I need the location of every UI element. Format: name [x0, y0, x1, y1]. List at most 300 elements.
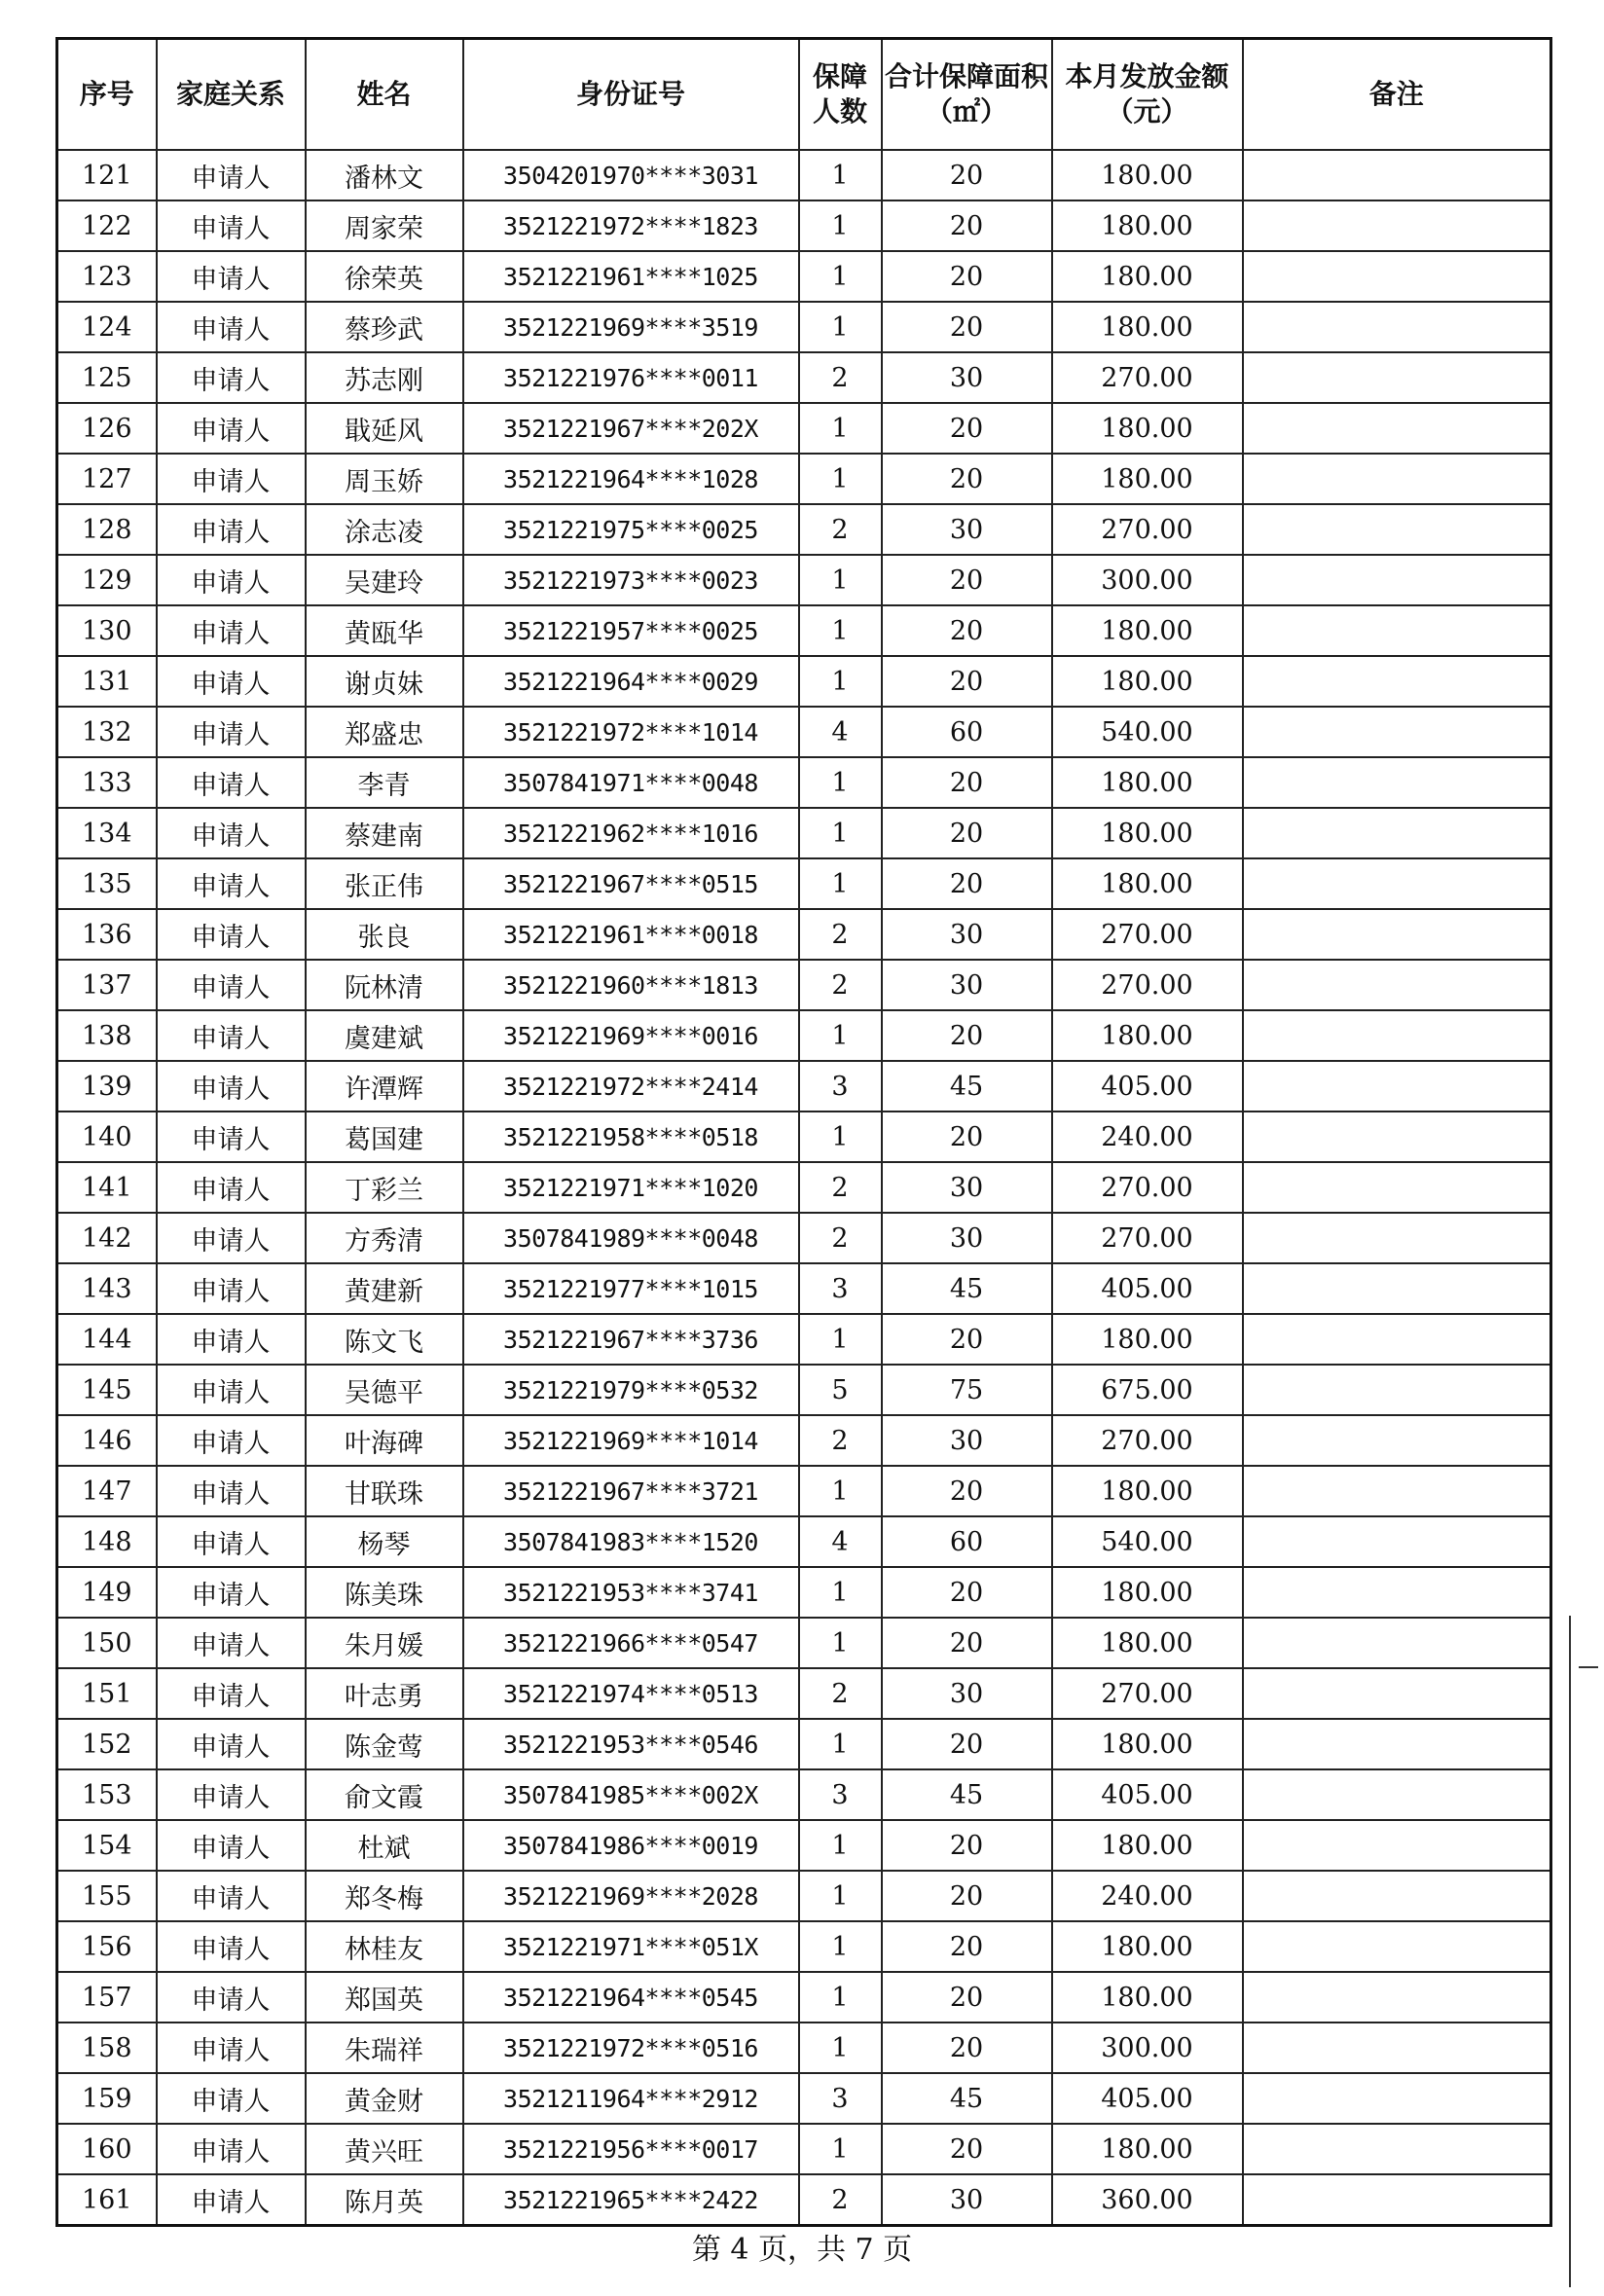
cell-persons: 1 [799, 1010, 882, 1061]
cell-id-number: 3521221967****3736 [463, 1314, 799, 1365]
cell-relation: 申请人 [157, 504, 306, 555]
cell-name: 张良 [306, 909, 463, 960]
cell-persons: 1 [799, 2023, 882, 2073]
cell-area: 20 [882, 808, 1052, 858]
cell-name: 许潭辉 [306, 1061, 463, 1112]
cell-persons: 3 [799, 1263, 882, 1314]
cell-relation: 申请人 [157, 707, 306, 757]
cell-relation: 申请人 [157, 150, 306, 200]
table-row [57, 605, 1551, 656]
cell-name: 虞建斌 [306, 1010, 463, 1061]
cell-id-number: 3521221974****0513 [463, 1668, 799, 1719]
cell-seq: 141 [57, 1162, 157, 1213]
cell-persons: 4 [799, 1516, 882, 1567]
cell-area: 30 [882, 352, 1052, 403]
cell-id-number: 3521221972****2414 [463, 1061, 799, 1112]
cell-relation: 申请人 [157, 251, 306, 302]
cell-remarks [1243, 1668, 1551, 1719]
cell-amount: 540.00 [1052, 707, 1243, 757]
table-row [57, 2124, 1551, 2174]
cell-seq: 140 [57, 1112, 157, 1162]
cell-amount: 300.00 [1052, 2023, 1243, 2073]
cell-name: 杜斌 [306, 1820, 463, 1871]
cell-persons: 2 [799, 1162, 882, 1213]
cell-relation: 申请人 [157, 1466, 306, 1516]
cell-amount: 180.00 [1052, 808, 1243, 858]
cell-seq: 158 [57, 2023, 157, 2073]
cell-area: 20 [882, 150, 1052, 200]
cell-remarks [1243, 1213, 1551, 1263]
header-row [57, 39, 1551, 151]
cell-seq: 126 [57, 403, 157, 454]
table-row [57, 960, 1551, 1010]
table-row [57, 1668, 1551, 1719]
cell-remarks [1243, 1921, 1551, 1972]
cell-seq: 129 [57, 555, 157, 605]
cell-area: 20 [882, 2023, 1052, 2073]
cell-id-number: 3504201970****3031 [463, 150, 799, 200]
header-area: 合计保障面积（㎡） [882, 39, 1052, 151]
cell-area: 30 [882, 1213, 1052, 1263]
cell-area: 20 [882, 1820, 1052, 1871]
cell-seq: 156 [57, 1921, 157, 1972]
cell-relation: 申请人 [157, 352, 306, 403]
cell-remarks [1243, 1061, 1551, 1112]
cell-persons: 4 [799, 707, 882, 757]
cell-name: 郑冬梅 [306, 1871, 463, 1921]
cell-persons: 1 [799, 454, 882, 504]
cell-remarks [1243, 1365, 1551, 1415]
table-row [57, 1516, 1551, 1567]
table-row [57, 757, 1551, 808]
cell-persons: 1 [799, 1921, 882, 1972]
cell-relation: 申请人 [157, 1921, 306, 1972]
cell-seq: 154 [57, 1820, 157, 1871]
cell-amount: 180.00 [1052, 1010, 1243, 1061]
cell-remarks [1243, 1415, 1551, 1466]
cell-area: 60 [882, 1516, 1052, 1567]
cell-name: 陈月英 [306, 2174, 463, 2226]
cell-id-number: 3521221972****0516 [463, 2023, 799, 2073]
cell-name: 阮林清 [306, 960, 463, 1010]
cell-amount: 360.00 [1052, 2174, 1243, 2226]
cell-persons: 1 [799, 555, 882, 605]
cell-relation: 申请人 [157, 1061, 306, 1112]
cell-name: 郑盛忠 [306, 707, 463, 757]
cell-name: 蔡珍武 [306, 302, 463, 352]
cell-area: 30 [882, 1162, 1052, 1213]
cell-id-number: 3521221960****1813 [463, 960, 799, 1010]
cell-name: 杨琴 [306, 1516, 463, 1567]
cell-area: 30 [882, 1415, 1052, 1466]
table-row [57, 1162, 1551, 1213]
cell-id-number: 3521221961****0018 [463, 909, 799, 960]
cell-id-number: 3521221971****1020 [463, 1162, 799, 1213]
cell-persons: 1 [799, 2124, 882, 2174]
cell-id-number: 3521221969****2028 [463, 1871, 799, 1921]
cell-amount: 180.00 [1052, 656, 1243, 707]
cell-seq: 144 [57, 1314, 157, 1365]
cell-amount: 180.00 [1052, 2124, 1243, 2174]
cell-name: 朱月媛 [306, 1618, 463, 1668]
cell-amount: 270.00 [1052, 960, 1243, 1010]
cell-seq: 121 [57, 150, 157, 200]
cell-id-number: 3521221969****1014 [463, 1415, 799, 1466]
cell-relation: 申请人 [157, 2124, 306, 2174]
cell-amount: 180.00 [1052, 200, 1243, 251]
header-id-number: 身份证号 [463, 39, 799, 151]
table-row [57, 909, 1551, 960]
header-seq: 序号 [57, 39, 157, 151]
cell-id-number: 3507841971****0048 [463, 757, 799, 808]
table-row [57, 1365, 1551, 1415]
cell-area: 20 [882, 2124, 1052, 2174]
cell-relation: 申请人 [157, 1719, 306, 1769]
cell-id-number: 3507841989****0048 [463, 1213, 799, 1263]
cell-seq: 137 [57, 960, 157, 1010]
cell-persons: 1 [799, 1112, 882, 1162]
cell-area: 20 [882, 555, 1052, 605]
cell-persons: 1 [799, 1314, 882, 1365]
cell-name: 叶志勇 [306, 1668, 463, 1719]
cell-name: 葛国建 [306, 1112, 463, 1162]
cell-amount: 180.00 [1052, 403, 1243, 454]
cell-relation: 申请人 [157, 2174, 306, 2226]
cell-id-number: 3521221966****0547 [463, 1618, 799, 1668]
cell-seq: 133 [57, 757, 157, 808]
cell-id-number: 3521221967****3721 [463, 1466, 799, 1516]
table-row [57, 1871, 1551, 1921]
cell-area: 45 [882, 2073, 1052, 2124]
cell-persons: 2 [799, 352, 882, 403]
cell-amount: 270.00 [1052, 1162, 1243, 1213]
cell-area: 20 [882, 403, 1052, 454]
cell-persons: 1 [799, 1567, 882, 1618]
cell-relation: 申请人 [157, 1365, 306, 1415]
cell-persons: 2 [799, 2174, 882, 2226]
table-row [57, 2073, 1551, 2124]
cell-remarks [1243, 302, 1551, 352]
cell-id-number: 3521221969****3519 [463, 302, 799, 352]
cell-remarks [1243, 1618, 1551, 1668]
cell-name: 周玉娇 [306, 454, 463, 504]
cell-id-number: 3521221972****1823 [463, 200, 799, 251]
cell-persons: 2 [799, 504, 882, 555]
cell-persons: 3 [799, 1061, 882, 1112]
cell-amount: 180.00 [1052, 1567, 1243, 1618]
cell-area: 20 [882, 1466, 1052, 1516]
cell-name: 陈美珠 [306, 1567, 463, 1618]
cell-seq: 153 [57, 1769, 157, 1820]
cell-area: 20 [882, 858, 1052, 909]
cell-relation: 申请人 [157, 656, 306, 707]
cell-persons: 1 [799, 858, 882, 909]
cell-relation: 申请人 [157, 454, 306, 504]
cell-relation: 申请人 [157, 1769, 306, 1820]
cell-persons: 1 [799, 1618, 882, 1668]
cell-persons: 1 [799, 302, 882, 352]
cell-name: 潘林文 [306, 150, 463, 200]
table-row [57, 1415, 1551, 1466]
cell-seq: 135 [57, 858, 157, 909]
cell-amount: 180.00 [1052, 302, 1243, 352]
cell-persons: 1 [799, 1871, 882, 1921]
cell-seq: 151 [57, 1668, 157, 1719]
cell-name: 李青 [306, 757, 463, 808]
cell-name: 林桂友 [306, 1921, 463, 1972]
cell-area: 20 [882, 1112, 1052, 1162]
cell-relation: 申请人 [157, 1162, 306, 1213]
cell-area: 20 [882, 1719, 1052, 1769]
cell-area: 20 [882, 200, 1052, 251]
header-amount: 本月发放金额（元） [1052, 39, 1243, 151]
cell-remarks [1243, 1010, 1551, 1061]
cell-remarks [1243, 403, 1551, 454]
cell-amount: 270.00 [1052, 1213, 1243, 1263]
subsidy-table [55, 37, 1552, 2227]
cell-amount: 270.00 [1052, 909, 1243, 960]
cell-area: 20 [882, 302, 1052, 352]
table-row [57, 1466, 1551, 1516]
cell-remarks [1243, 1972, 1551, 2023]
cell-amount: 270.00 [1052, 352, 1243, 403]
scan-margin-line [1569, 1616, 1571, 2287]
table-row [57, 2174, 1551, 2226]
cell-remarks [1243, 1314, 1551, 1365]
cell-relation: 申请人 [157, 2073, 306, 2124]
cell-remarks [1243, 555, 1551, 605]
cell-remarks [1243, 2124, 1551, 2174]
cell-seq: 146 [57, 1415, 157, 1466]
cell-name: 苏志刚 [306, 352, 463, 403]
cell-name: 郑国英 [306, 1972, 463, 2023]
cell-name: 朱瑞祥 [306, 2023, 463, 2073]
cell-amount: 180.00 [1052, 605, 1243, 656]
cell-id-number: 3521221958****0518 [463, 1112, 799, 1162]
cell-area: 20 [882, 757, 1052, 808]
cell-amount: 300.00 [1052, 555, 1243, 605]
table-row [57, 1112, 1551, 1162]
table-row [57, 1921, 1551, 1972]
cell-id-number: 3521221967****0515 [463, 858, 799, 909]
cell-name: 蔡建南 [306, 808, 463, 858]
cell-persons: 2 [799, 909, 882, 960]
cell-seq: 128 [57, 504, 157, 555]
cell-amount: 270.00 [1052, 504, 1243, 555]
cell-persons: 3 [799, 2073, 882, 2124]
cell-amount: 405.00 [1052, 1263, 1243, 1314]
cell-persons: 1 [799, 1466, 882, 1516]
cell-persons: 3 [799, 1769, 882, 1820]
table-row [57, 555, 1551, 605]
cell-remarks [1243, 200, 1551, 251]
cell-persons: 2 [799, 1668, 882, 1719]
cell-seq: 134 [57, 808, 157, 858]
cell-id-number: 3521221953****3741 [463, 1567, 799, 1618]
header-name: 姓名 [306, 39, 463, 151]
table-row [57, 150, 1551, 200]
cell-id-number: 3521221956****0017 [463, 2124, 799, 2174]
cell-remarks [1243, 1820, 1551, 1871]
cell-relation: 申请人 [157, 555, 306, 605]
cell-remarks [1243, 1567, 1551, 1618]
cell-seq: 157 [57, 1972, 157, 2023]
cell-persons: 1 [799, 150, 882, 200]
cell-name: 涂志凌 [306, 504, 463, 555]
cell-seq: 148 [57, 1516, 157, 1567]
cell-remarks [1243, 251, 1551, 302]
cell-persons: 1 [799, 403, 882, 454]
cell-seq: 138 [57, 1010, 157, 1061]
cell-area: 30 [882, 960, 1052, 1010]
table-row [57, 251, 1551, 302]
cell-remarks [1243, 605, 1551, 656]
cell-id-number: 3507841983****1520 [463, 1516, 799, 1567]
cell-relation: 申请人 [157, 960, 306, 1010]
cell-area: 75 [882, 1365, 1052, 1415]
cell-name: 戢延风 [306, 403, 463, 454]
table-row [57, 302, 1551, 352]
cell-amount: 240.00 [1052, 1871, 1243, 1921]
cell-id-number: 3507841985****002X [463, 1769, 799, 1820]
cell-area: 20 [882, 656, 1052, 707]
cell-remarks [1243, 757, 1551, 808]
cell-amount: 240.00 [1052, 1112, 1243, 1162]
cell-remarks [1243, 1719, 1551, 1769]
cell-remarks [1243, 1112, 1551, 1162]
cell-persons: 1 [799, 656, 882, 707]
cell-persons: 1 [799, 1820, 882, 1871]
cell-seq: 142 [57, 1213, 157, 1263]
table-row [57, 1972, 1551, 2023]
cell-relation: 申请人 [157, 1314, 306, 1365]
cell-relation: 申请人 [157, 909, 306, 960]
cell-relation: 申请人 [157, 1820, 306, 1871]
cell-area: 45 [882, 1061, 1052, 1112]
cell-name: 叶海碑 [306, 1415, 463, 1466]
cell-persons: 1 [799, 1972, 882, 2023]
table-row [57, 1263, 1551, 1314]
table-row [57, 707, 1551, 757]
cell-remarks [1243, 707, 1551, 757]
cell-seq: 147 [57, 1466, 157, 1516]
cell-amount: 180.00 [1052, 1820, 1243, 1871]
cell-amount: 180.00 [1052, 1972, 1243, 2023]
header-relation: 家庭关系 [157, 39, 306, 151]
cell-name: 吴德平 [306, 1365, 463, 1415]
cell-seq: 131 [57, 656, 157, 707]
cell-remarks [1243, 1162, 1551, 1213]
cell-remarks [1243, 504, 1551, 555]
header-remarks: 备注 [1243, 39, 1551, 151]
cell-relation: 申请人 [157, 1668, 306, 1719]
cell-remarks [1243, 2023, 1551, 2073]
cell-relation: 申请人 [157, 403, 306, 454]
cell-seq: 160 [57, 2124, 157, 2174]
cell-relation: 申请人 [157, 858, 306, 909]
cell-seq: 125 [57, 352, 157, 403]
cell-id-number: 3521221976****0011 [463, 352, 799, 403]
cell-area: 30 [882, 2174, 1052, 2226]
table-row [57, 200, 1551, 251]
cell-seq: 127 [57, 454, 157, 504]
cell-area: 20 [882, 605, 1052, 656]
cell-remarks [1243, 858, 1551, 909]
cell-persons: 1 [799, 808, 882, 858]
cell-seq: 155 [57, 1871, 157, 1921]
cell-persons: 1 [799, 251, 882, 302]
cell-seq: 136 [57, 909, 157, 960]
cell-id-number: 3521211964****2912 [463, 2073, 799, 2124]
cell-seq: 139 [57, 1061, 157, 1112]
cell-amount: 180.00 [1052, 454, 1243, 504]
cell-name: 陈金莺 [306, 1719, 463, 1769]
cell-remarks [1243, 454, 1551, 504]
cell-relation: 申请人 [157, 1618, 306, 1668]
cell-remarks [1243, 1516, 1551, 1567]
cell-area: 20 [882, 1871, 1052, 1921]
cell-amount: 405.00 [1052, 2073, 1243, 2124]
cell-id-number: 3521221967****202X [463, 403, 799, 454]
cell-seq: 123 [57, 251, 157, 302]
table-row [57, 504, 1551, 555]
cell-relation: 申请人 [157, 2023, 306, 2073]
cell-amount: 180.00 [1052, 150, 1243, 200]
cell-persons: 1 [799, 605, 882, 656]
cell-area: 45 [882, 1263, 1052, 1314]
cell-amount: 405.00 [1052, 1061, 1243, 1112]
cell-name: 黄建新 [306, 1263, 463, 1314]
cell-remarks [1243, 1871, 1551, 1921]
cell-area: 30 [882, 504, 1052, 555]
cell-persons: 2 [799, 960, 882, 1010]
cell-area: 20 [882, 1314, 1052, 1365]
cell-relation: 申请人 [157, 808, 306, 858]
cell-id-number: 3521221964****0029 [463, 656, 799, 707]
cell-persons: 1 [799, 200, 882, 251]
table-row [57, 1567, 1551, 1618]
header-persons: 保障人数 [799, 39, 882, 151]
cell-id-number: 3521221973****0023 [463, 555, 799, 605]
cell-area: 20 [882, 1618, 1052, 1668]
cell-name: 黄瓯华 [306, 605, 463, 656]
cell-amount: 270.00 [1052, 1668, 1243, 1719]
cell-relation: 申请人 [157, 1213, 306, 1263]
cell-area: 20 [882, 1972, 1052, 2023]
cell-remarks [1243, 1769, 1551, 1820]
cell-id-number: 3521221964****1028 [463, 454, 799, 504]
cell-amount: 180.00 [1052, 858, 1243, 909]
cell-id-number: 3521221964****0545 [463, 1972, 799, 2023]
cell-remarks [1243, 352, 1551, 403]
cell-amount: 675.00 [1052, 1365, 1243, 1415]
cell-seq: 132 [57, 707, 157, 757]
cell-persons: 5 [799, 1365, 882, 1415]
cell-name: 张正伟 [306, 858, 463, 909]
cell-seq: 159 [57, 2073, 157, 2124]
cell-name: 丁彩兰 [306, 1162, 463, 1213]
table-row [57, 1820, 1551, 1871]
cell-amount: 405.00 [1052, 1769, 1243, 1820]
cell-relation: 申请人 [157, 1112, 306, 1162]
cell-remarks [1243, 1466, 1551, 1516]
cell-relation: 申请人 [157, 1871, 306, 1921]
cell-remarks [1243, 960, 1551, 1010]
cell-name: 吴建玲 [306, 555, 463, 605]
cell-id-number: 3521221957****0025 [463, 605, 799, 656]
table-row [57, 403, 1551, 454]
cell-seq: 124 [57, 302, 157, 352]
